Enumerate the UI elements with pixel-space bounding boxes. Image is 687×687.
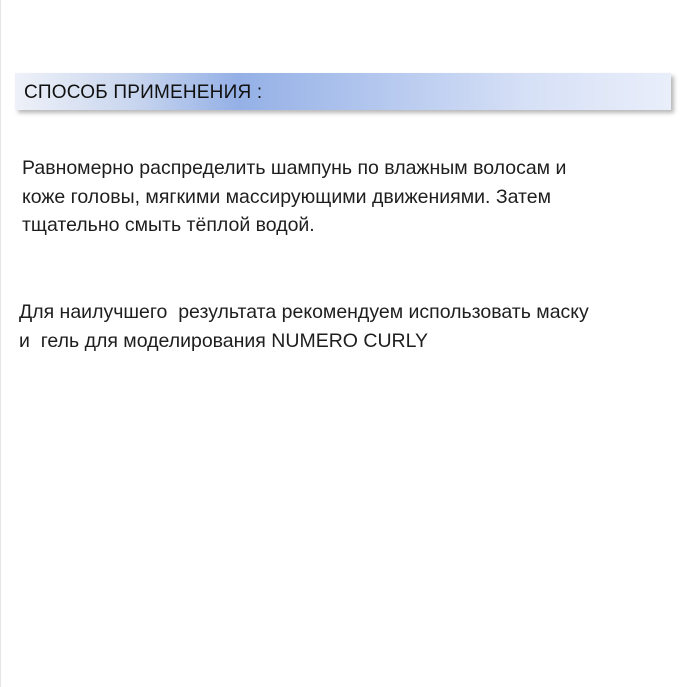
usage-instructions-paragraph: [22, 154, 566, 240]
instruction-line: Равномерно распределить шампунь по влажным волосам и: [22, 157, 567, 179]
section-title: СПОСОБ ПРИМЕНЕНИЯ :: [24, 82, 263, 103]
instruction-line: коже головы, мягкими массирующими движениями. Затем: [22, 185, 551, 208]
section-header-bar: [15, 73, 671, 110]
instruction-line: тщательно смыть тёплой водой.: [22, 214, 315, 236]
recommendation-line: Для наилучшего результата рекомендуем использовать маску: [19, 301, 589, 323]
recommendation-paragraph: [19, 298, 589, 355]
page-edge-divider: [0, 0, 1, 687]
recommendation-line: и гель для моделирования NUMERO CURLY: [19, 329, 429, 352]
